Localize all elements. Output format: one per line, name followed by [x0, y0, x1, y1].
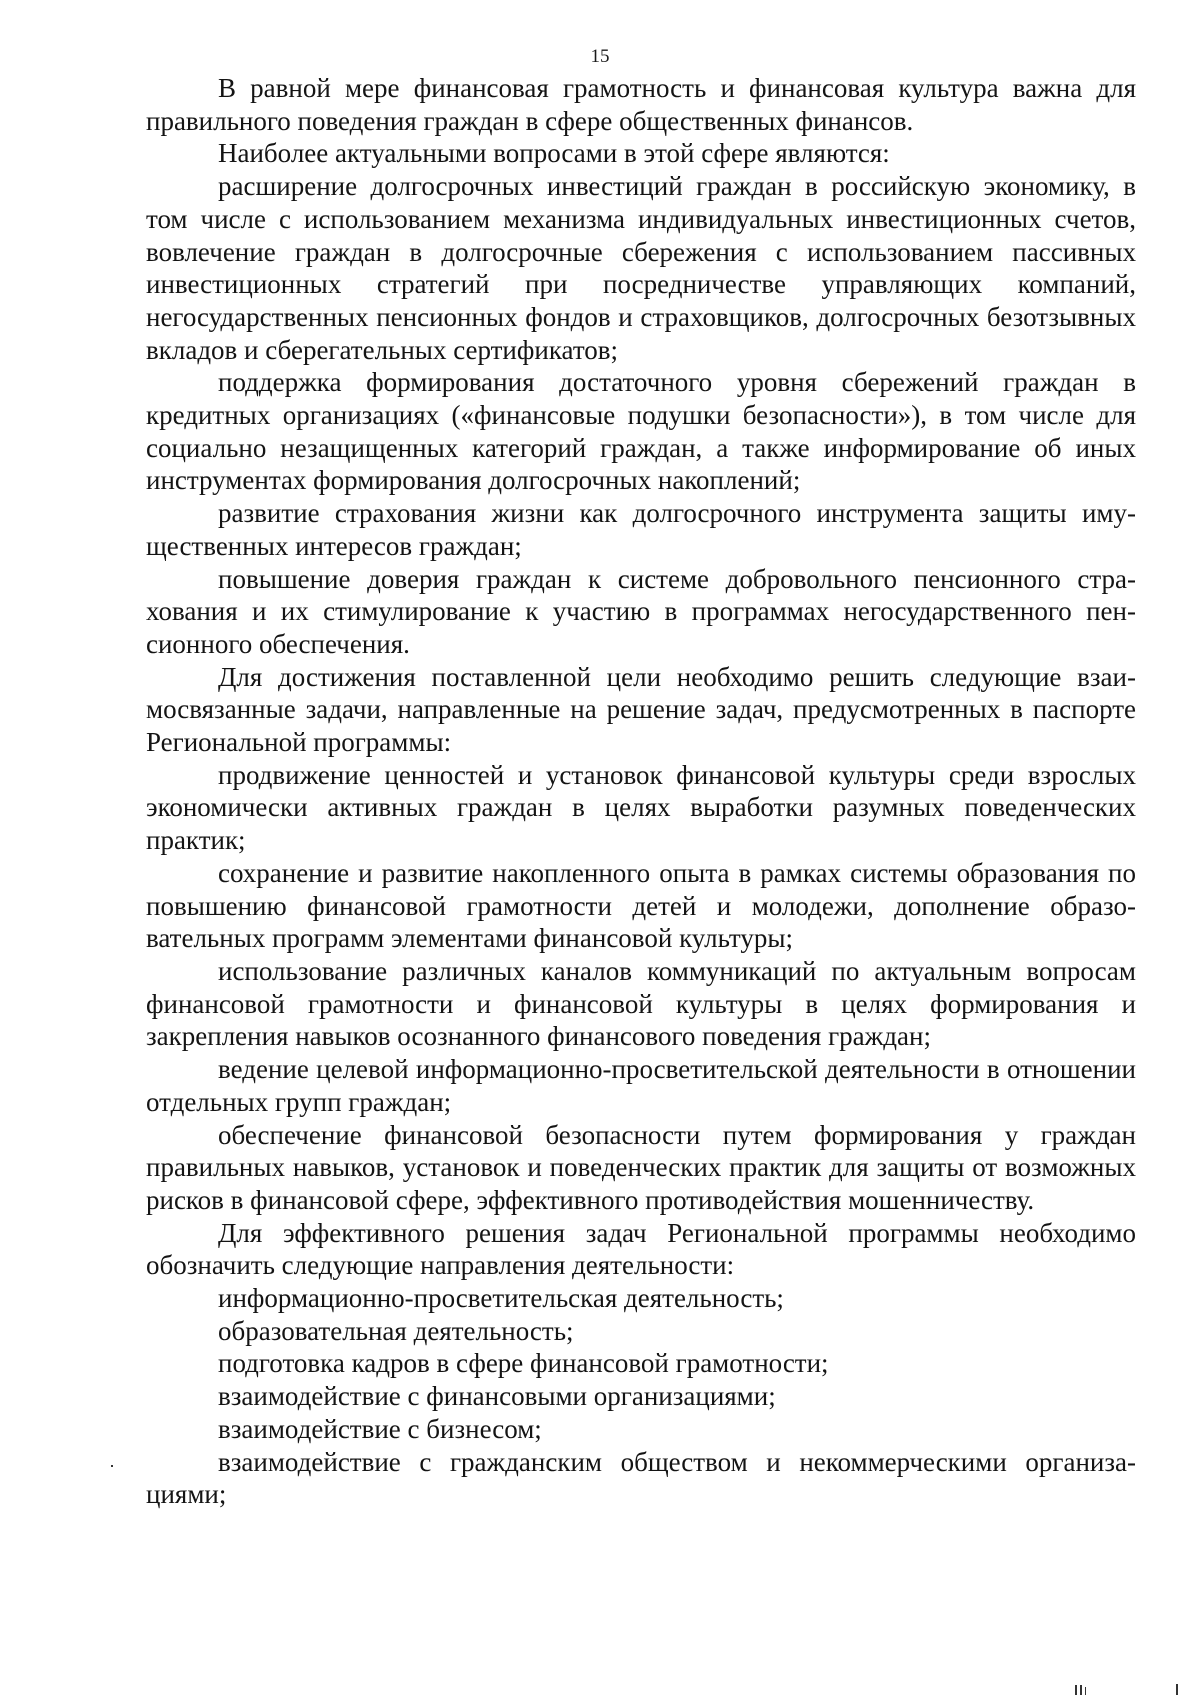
list-item: расширение долгосрочных инвестиций граждан в российскую экономику, в том числе с использованием механизма индивидуальных инвестиционных счетов, вовлечение граждан в долгосрочные сбережения с использованием пассивных инвестиционных стратегий при посредничестве управляющих компаний, негосударственных пенсионных фондов и страховщиков, долгосрочных безотзывных вкладов и сберегательных сертификатов;: [146, 171, 1136, 365]
list-item: сохранение и развитие накопленного опыта в рамках системы образования по повышению финансовой грамотности детей и молодежи, дополнение образовательных программ элементами финансовой культуры;: [146, 857, 1136, 954]
paragraph: В равной мере финансовая грамотность и финансовая культура важна для правильного поведения граждан в сфере общественных финансов.: [146, 73, 1136, 136]
list-item: информационно-просветительская деятельность;: [218, 1283, 784, 1314]
list-item: взаимодействие с бизнесом;: [218, 1413, 542, 1444]
paragraph: Наиболее актуальными вопросами в этой сфере являются:: [218, 138, 890, 169]
list-item: поддержка формирования достаточного уровня сбережений граждан в кредитных организациях («финансовые подушки безопасности»), в том числе для социально незащищенных категорий граждан, а также информирование об иных инструментах формирования долгосрочных накоплений;: [146, 367, 1136, 496]
scan-speck: [1085, 1687, 1086, 1695]
list-item: развитие страхования жизни как долгосрочного инструмента защиты имущественных интересов граждан;: [146, 498, 1136, 561]
list-item: образовательная деятельность;: [218, 1315, 574, 1346]
list-item: повышение доверия граждан к системе добровольного пенсионного страхования и их стимулирование к участию в программах негосударственного пенсионного обеспечения.: [146, 563, 1136, 659]
scan-speck: [1075, 1685, 1077, 1695]
scan-speck: [111, 1465, 113, 1467]
scan-speck: [1080, 1685, 1082, 1695]
list-item: использование различных каналов коммуникаций по актуальным вопросам финансовой грамотности и финансовой культуры в целях формирования и закрепления навыков осознанного финансового поведения граждан;: [146, 955, 1136, 1052]
document-body: [146, 72, 1136, 1511]
list-item: продвижение ценностей и установок финансовой культуры среди взрослых экономически активных граждан в целях выработки разумных поведенческих практик;: [146, 759, 1136, 856]
list-item: взаимодействие с финансовыми организациями;: [218, 1381, 776, 1412]
list-item: взаимодействие с гражданским обществом и некоммерческими организациями;: [146, 1446, 1136, 1510]
list-item: ведение целевой информационно-просветительской деятельности в отношении отдельных групп граждан;: [146, 1054, 1136, 1117]
list-item: обеспечение финансовой безопасности путем формирования у граждан правильных навыков, установок и поведенческих практик для защиты от возможных рисков в финансовой сфере, эффективного противодействия мошенничеству.: [146, 1119, 1136, 1215]
page-number: 15: [590, 46, 610, 67]
scan-speck: [1176, 1684, 1178, 1695]
paragraph: Для достижения поставленной цели необходимо решить следующие взаимосвязанные задачи, направленные на решение задач, предусмотренных в паспорте Региональной программы:: [146, 661, 1136, 758]
paragraph: Для эффективного решения задач Региональной программы необходимо обозначить следующие направления деятельности:: [146, 1217, 1136, 1281]
list-item: подготовка кадров в сфере финансовой грамотности;: [218, 1348, 829, 1379]
